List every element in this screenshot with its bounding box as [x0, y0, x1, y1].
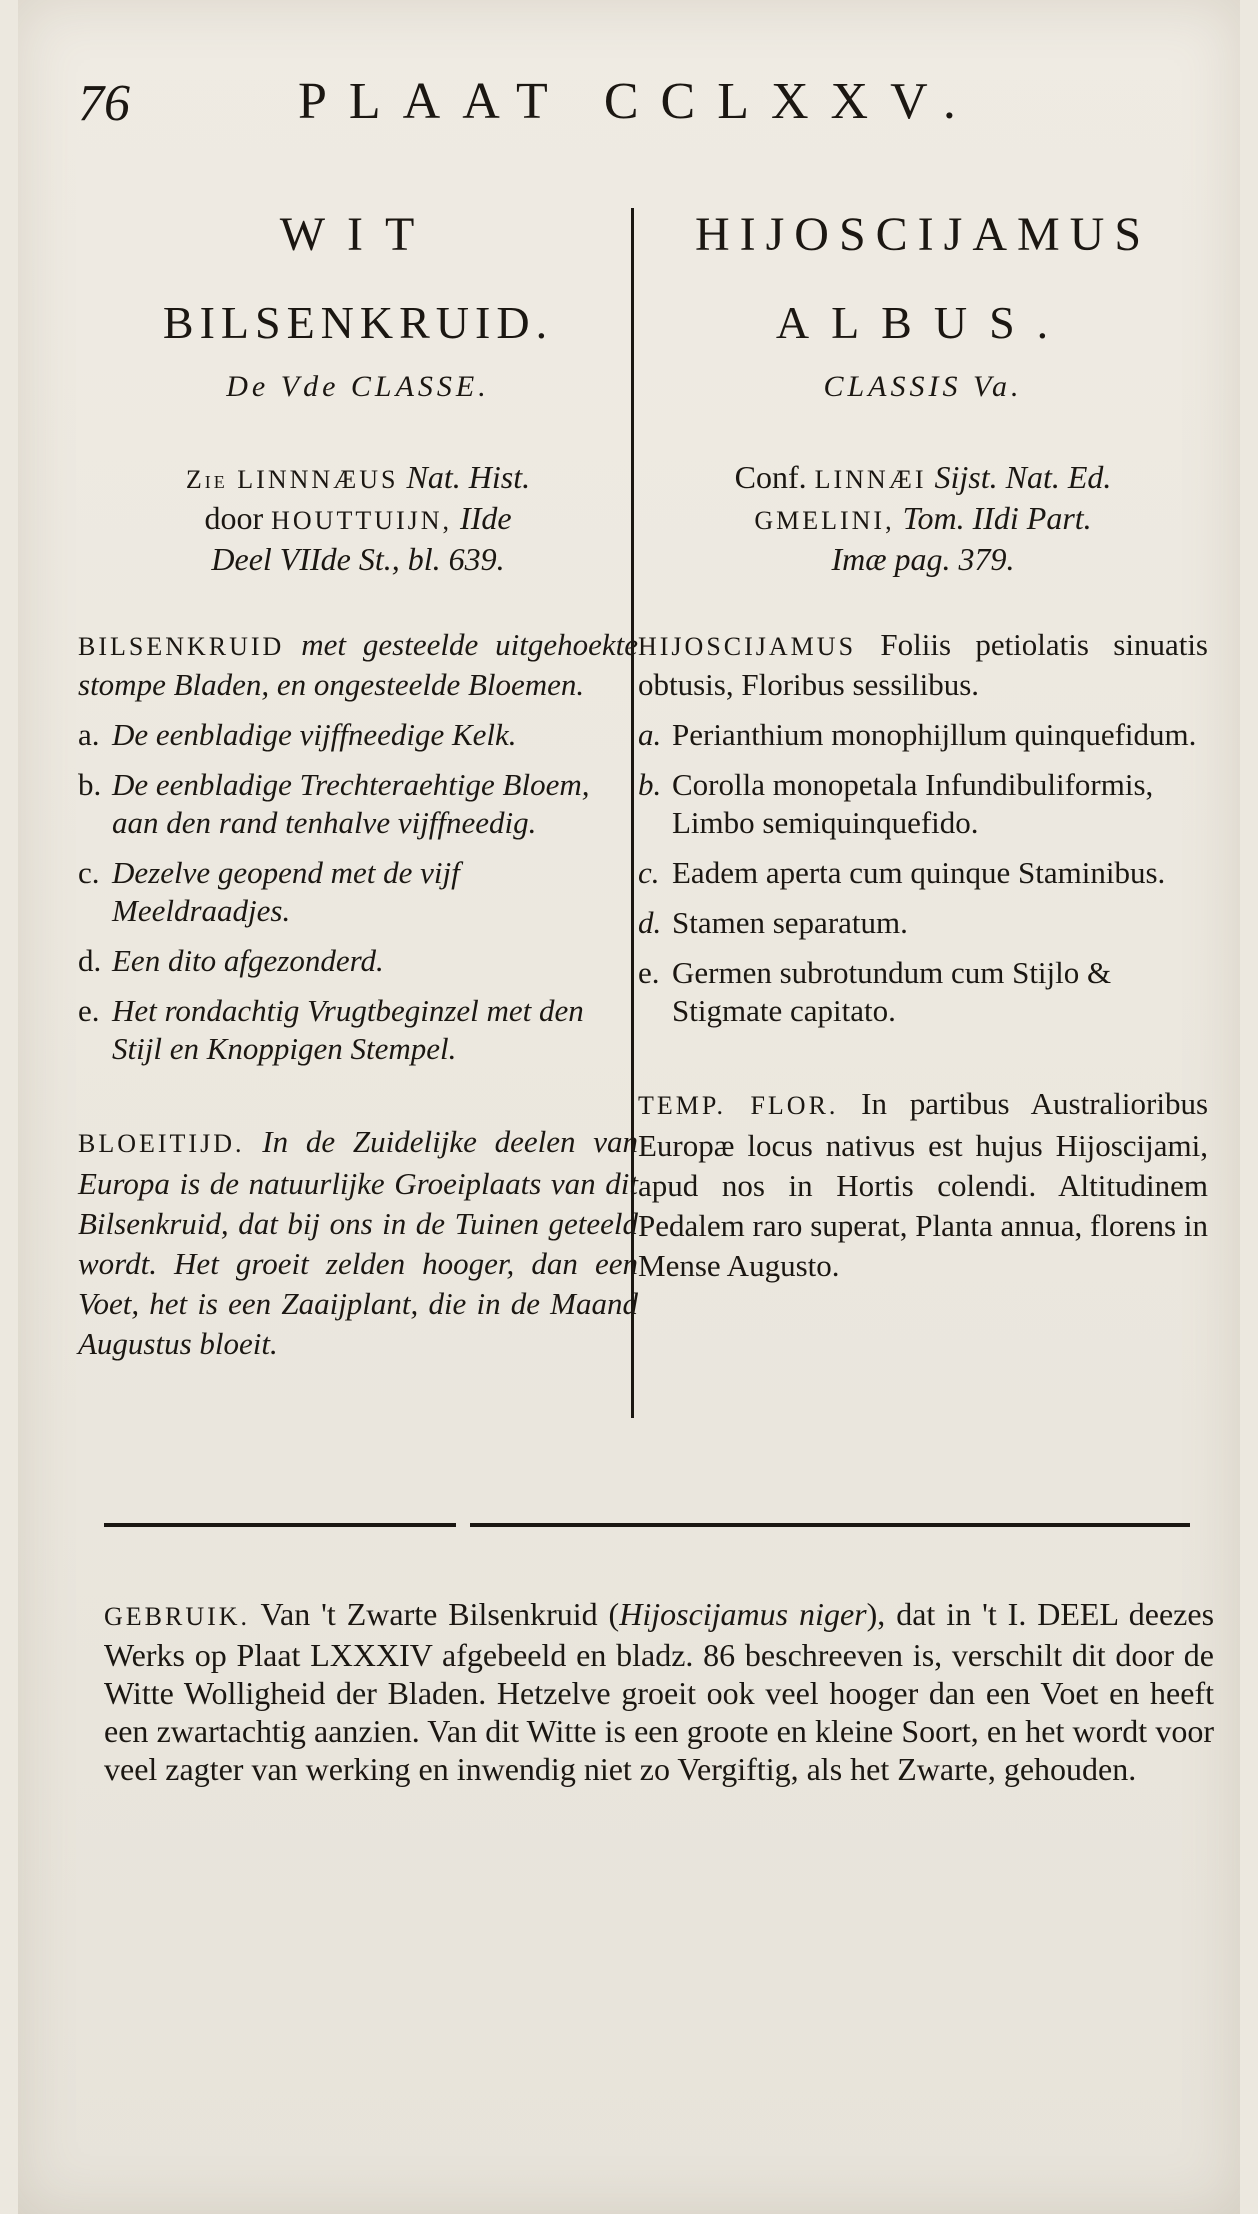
- list-item: [638, 904, 1208, 942]
- dutch-title-line2: BILSENKRUID.: [162, 297, 554, 348]
- item-key: c.: [78, 855, 100, 890]
- ref-location: Imæ pag. 379.: [831, 541, 1015, 577]
- ref-author: Zie LINNNÆUS: [185, 465, 399, 494]
- dutch-title-line1: WIT: [279, 208, 437, 261]
- ref-volume: Tom. IIdi Part.: [902, 500, 1092, 536]
- list-item: [78, 854, 638, 930]
- dutch-column: [78, 200, 638, 1364]
- list-item: [78, 716, 638, 754]
- latin-description: [638, 626, 1208, 704]
- item-text: Een dito afgezonderd.: [112, 943, 384, 978]
- item-key: a.: [78, 717, 100, 752]
- desc-text: met gesteelde uitgehoekte stompe Bladen, en ongesteelde Bloemen.: [78, 627, 639, 702]
- desc-name: BILSENKRUID: [78, 632, 285, 661]
- list-item: [638, 716, 1208, 754]
- usage-label: GEBRUIK.: [104, 1602, 251, 1631]
- desc-text: Foliis petiolatis sinuatis obtusis, Floribus sessilibus.: [638, 627, 1208, 702]
- ref-preposition: door: [204, 500, 264, 536]
- page-number: 76: [78, 75, 130, 132]
- item-key: b.: [78, 767, 102, 802]
- usage-text-b: ), dat in 't I. DEEL deezes Werks op Plaat LXXXIV afgebeeld en bladz. 86 beschreeven is, verschilt dit door de Witte Wolligheid der Bladen. Hetzelve groeit ook veel hooger dan een Voet en heeft een zwartachtig aanzien. Van dit Witte is een groote en kleine Soort, en het wordt voor veel zagter van werking en inwendig niet zo Vergiftig, als het Zwarte, gehouden.: [104, 1596, 1215, 1787]
- item-key: b.: [638, 767, 662, 802]
- usage-paragraph: [104, 1595, 1214, 1788]
- item-key: e.: [78, 993, 100, 1028]
- latin-column: [638, 200, 1208, 1286]
- book-page: [18, 0, 1240, 2214]
- item-key: d.: [78, 943, 102, 978]
- usage-species-name: Hijoscijamus niger: [619, 1596, 867, 1632]
- item-text: De eenbladige vijffneedige Kelk.: [112, 717, 517, 752]
- item-text: Eadem aperta cum quinque Staminibus.: [672, 855, 1166, 890]
- dutch-flowering: [78, 1122, 638, 1364]
- latin-title-line2: ALBUS.: [775, 297, 1071, 348]
- latin-title-line1: HIJOSCIJAMUS: [694, 208, 1152, 261]
- item-key: e.: [638, 955, 660, 990]
- item-text: De eenbladige Trechteraehtige Bloem, aan den rand tenhalve vijffneedig.: [112, 767, 590, 840]
- flor-text: In de Zuidelijke deelen van Europa is de natuurlijke Groeiplaats van dit Bilsenkruid, dat bij ons in de Tuinen geteeld wordt. Het groeit zelden hooger, dan een Voet, het is een Zaaijplant, die in de Maand Augustus bloeit.: [78, 1124, 639, 1361]
- flor-text: In partibus Australioribus Europæ locus nativus est hujus Hijoscijami, apud nos in Hortis colendi. Altitudinem Pedalem raro superat, Planta annua, florens in Mense Augusto.: [638, 1086, 1209, 1283]
- item-text: Dezelve geopend met de vijf Meeldraadjes.: [112, 855, 460, 928]
- usage-text-a: Van 't Zwarte Bilsenkruid (: [260, 1596, 620, 1632]
- dutch-description: [78, 626, 638, 704]
- latin-flowering: [638, 1084, 1208, 1286]
- flor-label: TEMP. FLOR.: [638, 1091, 839, 1120]
- item-text: Het rondachtig Vrugtbeginzel met den Stijl en Knoppigen Stempel.: [112, 993, 584, 1066]
- ref-work: Nat. Hist.: [406, 459, 531, 495]
- item-key: d.: [638, 905, 662, 940]
- dutch-reference: [78, 458, 638, 578]
- ref-editor: GMELINI,: [754, 506, 895, 535]
- ref-author: LINNÆI: [814, 465, 927, 494]
- flor-label: BLOEITIJD.: [78, 1129, 245, 1158]
- ref-translator: HOUTTUIJN,: [271, 506, 453, 535]
- list-item: [638, 766, 1208, 842]
- ref-location: Deel VIIde St., bl. 639.: [211, 541, 505, 577]
- dutch-class-line: De Vde CLASSE.: [226, 370, 490, 403]
- list-item: [78, 942, 638, 980]
- item-key: a.: [638, 717, 662, 752]
- latin-reference: [638, 458, 1208, 578]
- ref-preposition: Conf.: [734, 459, 807, 495]
- plate-title: PLAAT CCLXXV.: [298, 73, 978, 130]
- list-item: [638, 854, 1208, 892]
- page-header: [58, 62, 1218, 142]
- latin-class-line: CLASSIS Va.: [823, 370, 1023, 403]
- section-rule-right: [470, 1523, 1190, 1527]
- item-text: Stamen separatum.: [672, 905, 908, 940]
- list-item: [638, 954, 1208, 1030]
- list-item: [78, 992, 638, 1068]
- ref-work: Sijst. Nat. Ed.: [934, 459, 1112, 495]
- ref-volume: IIde: [460, 500, 512, 536]
- section-rule-left: [104, 1523, 456, 1527]
- dutch-figure-list: [78, 716, 638, 1068]
- item-text: Corolla monopetala Infundibuliformis, Limbo semiquinquefido.: [672, 767, 1154, 840]
- item-key: c.: [638, 855, 660, 890]
- latin-figure-list: [638, 716, 1208, 1030]
- item-text: Germen subrotundum cum Stijlo & Stigmate capitato.: [672, 955, 1112, 1028]
- desc-name: HIJOSCIJAMUS: [638, 632, 857, 661]
- list-item: [78, 766, 638, 842]
- item-text: Perianthium monophijllum quinquefidum.: [672, 717, 1197, 752]
